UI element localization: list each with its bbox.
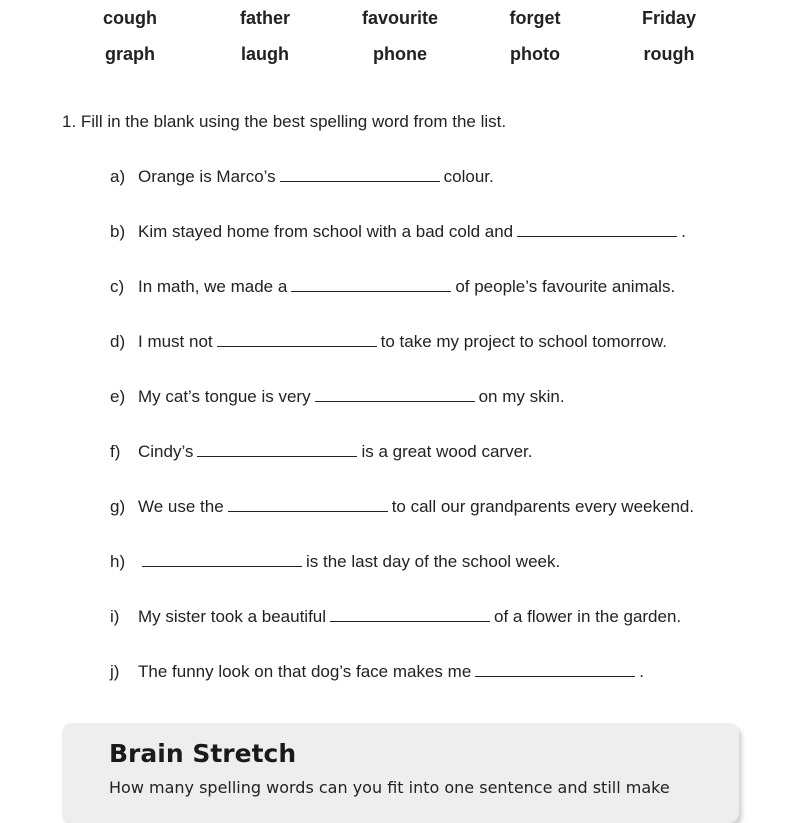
- question-letter: j): [110, 662, 120, 681]
- question-text-before: My sister took a beautiful: [138, 607, 327, 626]
- word-bank-word: photo: [510, 44, 560, 64]
- question-text-after: to take my project to school tomorrow.: [380, 332, 667, 351]
- brain-stretch-text: How many spelling words can you fit into one sentence and still make: [109, 778, 670, 797]
- question-text-before: We use the: [138, 497, 224, 516]
- word-bank-word: cough: [103, 8, 157, 28]
- question-letter: b): [110, 222, 126, 241]
- answer-blank[interactable]: [142, 551, 302, 567]
- word-bank-word: forget: [509, 8, 561, 28]
- answer-blank[interactable]: [517, 221, 677, 237]
- question-text-after: of a flower in the garden.: [494, 607, 682, 626]
- question-text-after: to call our grandparents every weekend.: [391, 497, 695, 516]
- question-text-before: I must not: [138, 332, 213, 351]
- brain-stretch-panel: [62, 723, 739, 823]
- word-bank-word: father: [239, 8, 291, 28]
- question-letter: d): [110, 332, 126, 351]
- question-d: [110, 331, 667, 352]
- question-j: [110, 661, 644, 682]
- answer-blank[interactable]: [228, 496, 388, 512]
- brain-stretch-title: Brain Stretch: [109, 739, 297, 768]
- word-bank-word: favourite: [361, 8, 439, 28]
- question-a: [110, 166, 494, 187]
- question-letter: c): [110, 277, 125, 296]
- word-bank-word: laugh: [241, 44, 289, 64]
- question-text-after: is a great wood carver.: [361, 442, 533, 461]
- question-text-after: .: [681, 222, 686, 241]
- question-letter: i): [110, 607, 120, 626]
- question-g: [110, 496, 694, 517]
- question-letter: a): [110, 167, 126, 186]
- question-text-before: The funny look on that dog’s face makes me: [138, 662, 472, 681]
- word-bank-word: rough: [643, 44, 695, 64]
- answer-blank[interactable]: [330, 606, 490, 622]
- question-text-after: colour.: [443, 167, 494, 186]
- answer-blank[interactable]: [197, 441, 357, 457]
- question-h: [110, 551, 560, 572]
- question-letter: g): [110, 497, 126, 516]
- question-i: [110, 606, 681, 627]
- question-b: [110, 221, 686, 242]
- answer-blank[interactable]: [315, 386, 475, 402]
- question-text-after: on my skin.: [478, 387, 565, 406]
- question-text-after: is the last day of the school week.: [306, 552, 561, 571]
- answer-blank[interactable]: [280, 166, 440, 182]
- question-letter: f): [110, 442, 121, 461]
- question-text-before: Orange is Marco’s: [138, 167, 276, 186]
- question-letter: h): [110, 552, 126, 571]
- question-text-before: My cat’s tongue is very: [138, 387, 311, 406]
- question-e: [110, 386, 565, 407]
- question-text-after: .: [639, 662, 645, 681]
- word-bank-word: Friday: [641, 8, 697, 28]
- word-bank-word: phone: [373, 44, 427, 64]
- answer-blank[interactable]: [217, 331, 377, 347]
- question-text-after: of people’s favourite animals.: [455, 277, 676, 296]
- question-letter: e): [110, 387, 126, 406]
- question-text-before: In math, we made a: [138, 277, 288, 296]
- question-text-before: Kim stayed home from school with a bad cold and: [138, 222, 514, 241]
- question-c: [110, 276, 675, 297]
- question-f: [110, 441, 532, 462]
- answer-blank[interactable]: [475, 661, 635, 677]
- word-bank-word: graph: [104, 44, 156, 64]
- instruction-text: 1. Fill in the blank using the best spelling word from the list.: [62, 112, 507, 131]
- answer-blank[interactable]: [291, 276, 451, 292]
- question-text-before: Cindy’s: [138, 442, 194, 461]
